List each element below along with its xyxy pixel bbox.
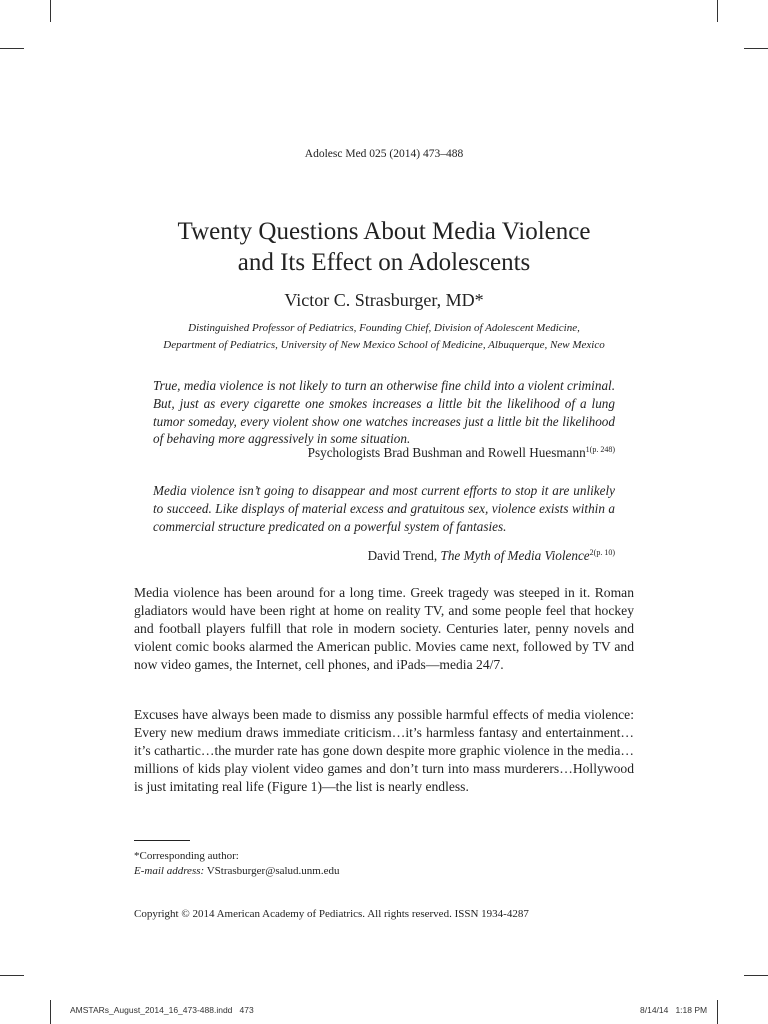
copyright-notice: Copyright © 2014 American Academy of Pediatrics. All rights reserved. ISSN 1934-4287: [134, 908, 529, 920]
slug-datetime: 8/14/14 1:18 PM: [640, 1005, 708, 1015]
title-line-2: and Its Effect on Adolescents: [237, 249, 531, 276]
epigraph-attribution-1: [153, 445, 615, 461]
attribution-text: Psychologists Brad Bushman and Rowell Huesmann: [307, 445, 586, 460]
attribution-book-title: The Myth of Media Violence: [440, 548, 590, 563]
author-name: Victor C. Strasburger, MD*: [284, 290, 484, 310]
epigraph-quote-1: True, media violence is not likely to turn an otherwise fine child into a violent criminal. But, just as every cigarette one smokes increases a little bit the likelihood of a lung tumor someday, every violent show one watches increases just a little bit the likelihood of behaving more aggressively in some situation.: [153, 378, 615, 447]
slug-filename: AMSTARs_August_2014_16_473-488.indd 473: [70, 1005, 254, 1015]
crop-mark: [744, 48, 768, 49]
footnote-rule: [134, 840, 190, 841]
article-title: [60, 216, 708, 278]
journal-citation: Adolesc Med 025 (2014) 473–488: [304, 148, 464, 160]
footnote-corresponding: *Corresponding author:: [134, 850, 239, 862]
author-affiliation: [100, 320, 668, 354]
affiliation-line-2: Department of Pediatrics, University of New Mexico School of Medicine, Albuquerque, New Mexico: [163, 339, 605, 351]
body-paragraph-2: Excuses have always been made to dismiss any possible harmful effects of media violence: Every new medium draws immediate criticism…it’s harmless fantasy and entertainment…it’s cathartic…the murder rate has gone down despite more graphic violence in the media…millions of kids play violent video games and don’t turn into mass murderers…Hollywood is just imitating real life (Figure 1)—the list is nearly endless.: [134, 707, 634, 794]
crop-mark: [0, 975, 24, 976]
citation-superscript: 2(p. 10): [589, 548, 615, 557]
email-address: VStrasburger@salud.unm.edu: [206, 865, 340, 877]
crop-mark: [717, 0, 718, 22]
footnote-email: [134, 865, 339, 877]
body-paragraph-1: Media violence has been around for a long time. Greek tragedy was steeped in it. Roman gladiators would have been right at home on reality TV, and some people feel that hockey and football players fulfill that role in modern society. Centuries later, penny novels and violent comic books alarmed the American public. Movies came next, followed by TV and now video games, the Internet, cell phones, and iPads—media 24/7.: [134, 585, 634, 672]
title-line-1: Twenty Questions About Media Violence: [177, 218, 591, 245]
crop-mark: [0, 48, 24, 49]
crop-mark: [744, 975, 768, 976]
epigraph-attribution-2: [153, 548, 615, 564]
attribution-author: David Trend,: [367, 548, 441, 563]
citation-superscript: 1(p. 248): [585, 445, 615, 454]
epigraph-quote-2: Media violence isn’t going to disappear and most current efforts to stop it are unlikely to succeed. Like displays of material excess and gratuitous sex, violence exists within a commercial structure predicated on a powerful system of fantasies.: [153, 483, 615, 534]
crop-mark: [717, 1000, 718, 1024]
affiliation-line-1: Distinguished Professor of Pediatrics, Founding Chief, Division of Adolescent Medicine,: [188, 322, 580, 334]
crop-mark: [50, 1000, 51, 1024]
crop-mark: [50, 0, 51, 22]
email-label: E-mail address:: [134, 865, 205, 877]
